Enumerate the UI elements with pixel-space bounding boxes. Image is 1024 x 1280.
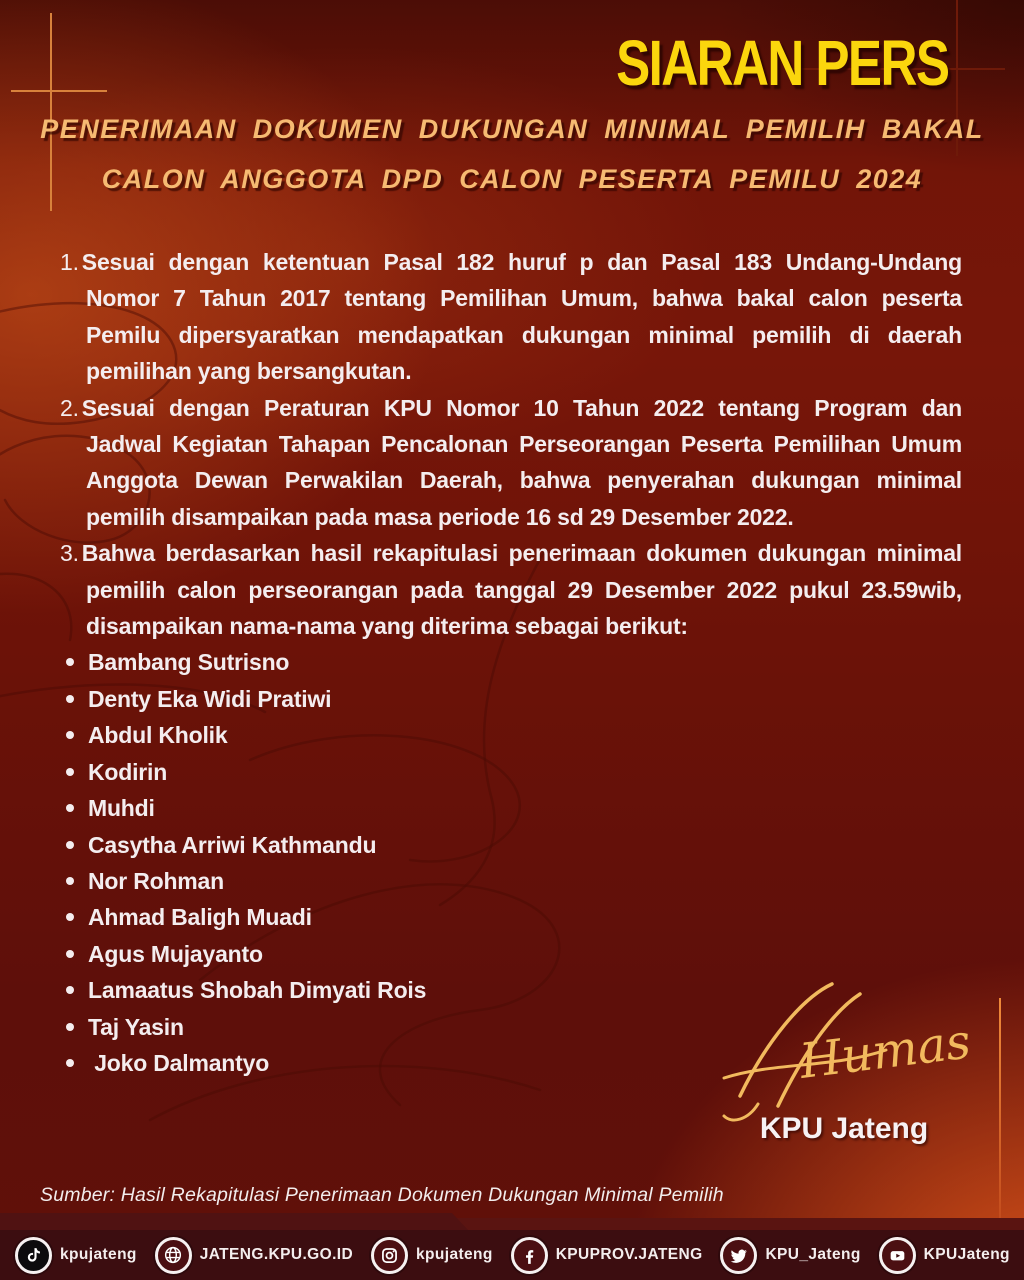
social-handle: KPUPROV.JATENG (555, 1246, 703, 1263)
bullet-icon (66, 950, 74, 958)
signature-script: Humas (796, 1013, 974, 1090)
candidate-name: Denty Eka Widi Pratiwi (88, 685, 332, 712)
youtube-icon (879, 1237, 916, 1274)
bullet-icon (66, 841, 74, 849)
list-item (60, 717, 962, 753)
list-item (60, 754, 962, 790)
bullet-icon (66, 768, 74, 776)
social-item-instagram (371, 1237, 493, 1274)
numbered-point (60, 535, 962, 644)
social-item-twitter (720, 1237, 860, 1274)
signature-block (688, 978, 1000, 1146)
point-text: Sesuai dengan Peraturan KPU Nomor 10 Tahun 2022 tentang Program dan Jadwal Kegiatan Tahapan Pencalonan Perseorangan Peserta Pemilihan Umum Anggota Dewan Perwakilan Daerah, bahwa penyerahan dukungan minimal pemilih disampaikan pada masa periode 16 sd 29 Desember 2022. (81, 394, 962, 530)
press-release-body (60, 244, 962, 1081)
list-item (60, 936, 962, 972)
social-item-youtube (879, 1237, 1010, 1274)
social-handle: KPU_Jateng (765, 1246, 861, 1263)
candidate-name: Lamaatus Shobah Dimyati Rois (88, 977, 427, 1004)
page-subtitle (40, 104, 984, 204)
list-item (60, 899, 962, 935)
signature-flourish (714, 978, 974, 1128)
bullet-icon (66, 658, 74, 666)
signature-org: KPU Jateng (759, 1112, 929, 1145)
social-handle: JATENG.KPU.GO.ID (199, 1246, 354, 1263)
list-item (60, 644, 962, 680)
candidate-name: Abdul Kholik (88, 722, 228, 749)
list-item (60, 863, 962, 899)
point-number: 1. (60, 249, 79, 275)
bullet-icon (66, 731, 74, 739)
social-item-tiktok (15, 1237, 137, 1274)
candidate-name: Muhdi (88, 795, 155, 822)
social-handle: kpujateng (415, 1246, 493, 1263)
social-handle: KPUJateng (923, 1246, 1010, 1263)
social-item-facebook (511, 1237, 703, 1274)
candidate-name: Ahmad Baligh Muadi (88, 904, 312, 931)
point-text: Bahwa berdasarkan hasil rekapitulasi penerimaan dokumen dukungan minimal pemilih calon perseorangan pada tanggal 29 Desember 2022 pukul 23.59wib, disampaikan nama-nama yang diterima sebagai berikut: (81, 540, 962, 640)
bullet-icon (66, 877, 74, 885)
point-number: 3. (60, 540, 79, 567)
candidate-name: Agus Mujayanto (88, 940, 263, 967)
social-handle: kpujateng (60, 1246, 137, 1263)
facebook-icon (511, 1237, 548, 1274)
candidate-name: Casytha Arriwi Kathmandu (88, 831, 377, 858)
tiktok-icon (15, 1237, 52, 1274)
subtitle-line-2: CALON ANGGOTA DPD CALON PESERTA PEMILU 2024 (101, 164, 923, 194)
bullet-icon (66, 695, 74, 703)
social-media-bar (0, 1230, 1024, 1280)
candidate-name: Taj Yasin (88, 1013, 184, 1040)
candidate-name: Nor Rohman (88, 867, 225, 894)
bullet-icon (66, 1023, 74, 1031)
candidate-name: Bambang Sutrisno (88, 649, 290, 676)
subtitle-line-1: PENERIMAAN DOKUMEN DUKUNGAN MINIMAL PEMILIH BAKAL (40, 114, 984, 144)
candidate-name: Kodirin (88, 758, 168, 785)
list-item (60, 790, 962, 826)
globe-icon (155, 1237, 192, 1274)
crosshair-horizontal-line (11, 90, 107, 92)
social-item-website (155, 1237, 353, 1274)
twitter-icon (720, 1237, 757, 1274)
point-text: Sesuai dengan ketentuan Pasal 182 huruf p dan Pasal 183 Undang-Undang Nomor 7 Tahun 2017 tentang Pemilihan Umum, bahwa bakal calon peserta Pemilu dipersyaratkan mendapatkan dukungan minimal pemilih di daerah pemilihan yang bersangkutan. (81, 249, 962, 385)
bullet-icon (66, 913, 74, 921)
page-title: SIARAN PERS (615, 27, 948, 99)
bar-accent-notch (0, 1213, 468, 1230)
list-item (60, 681, 962, 717)
source-note: Sumber: Hasil Rekapitulasi Penerimaan Dokumen Dukungan Minimal Pemilih (40, 1184, 724, 1206)
candidate-name: Joko Dalmantyo (88, 1049, 270, 1076)
bullet-icon (66, 986, 74, 994)
numbered-point (60, 244, 962, 390)
list-item (60, 827, 962, 863)
point-number: 2. (60, 394, 79, 421)
instagram-icon (371, 1237, 408, 1274)
bullet-icon (66, 804, 74, 812)
bullet-icon (66, 1059, 74, 1067)
numbered-point (60, 390, 962, 536)
